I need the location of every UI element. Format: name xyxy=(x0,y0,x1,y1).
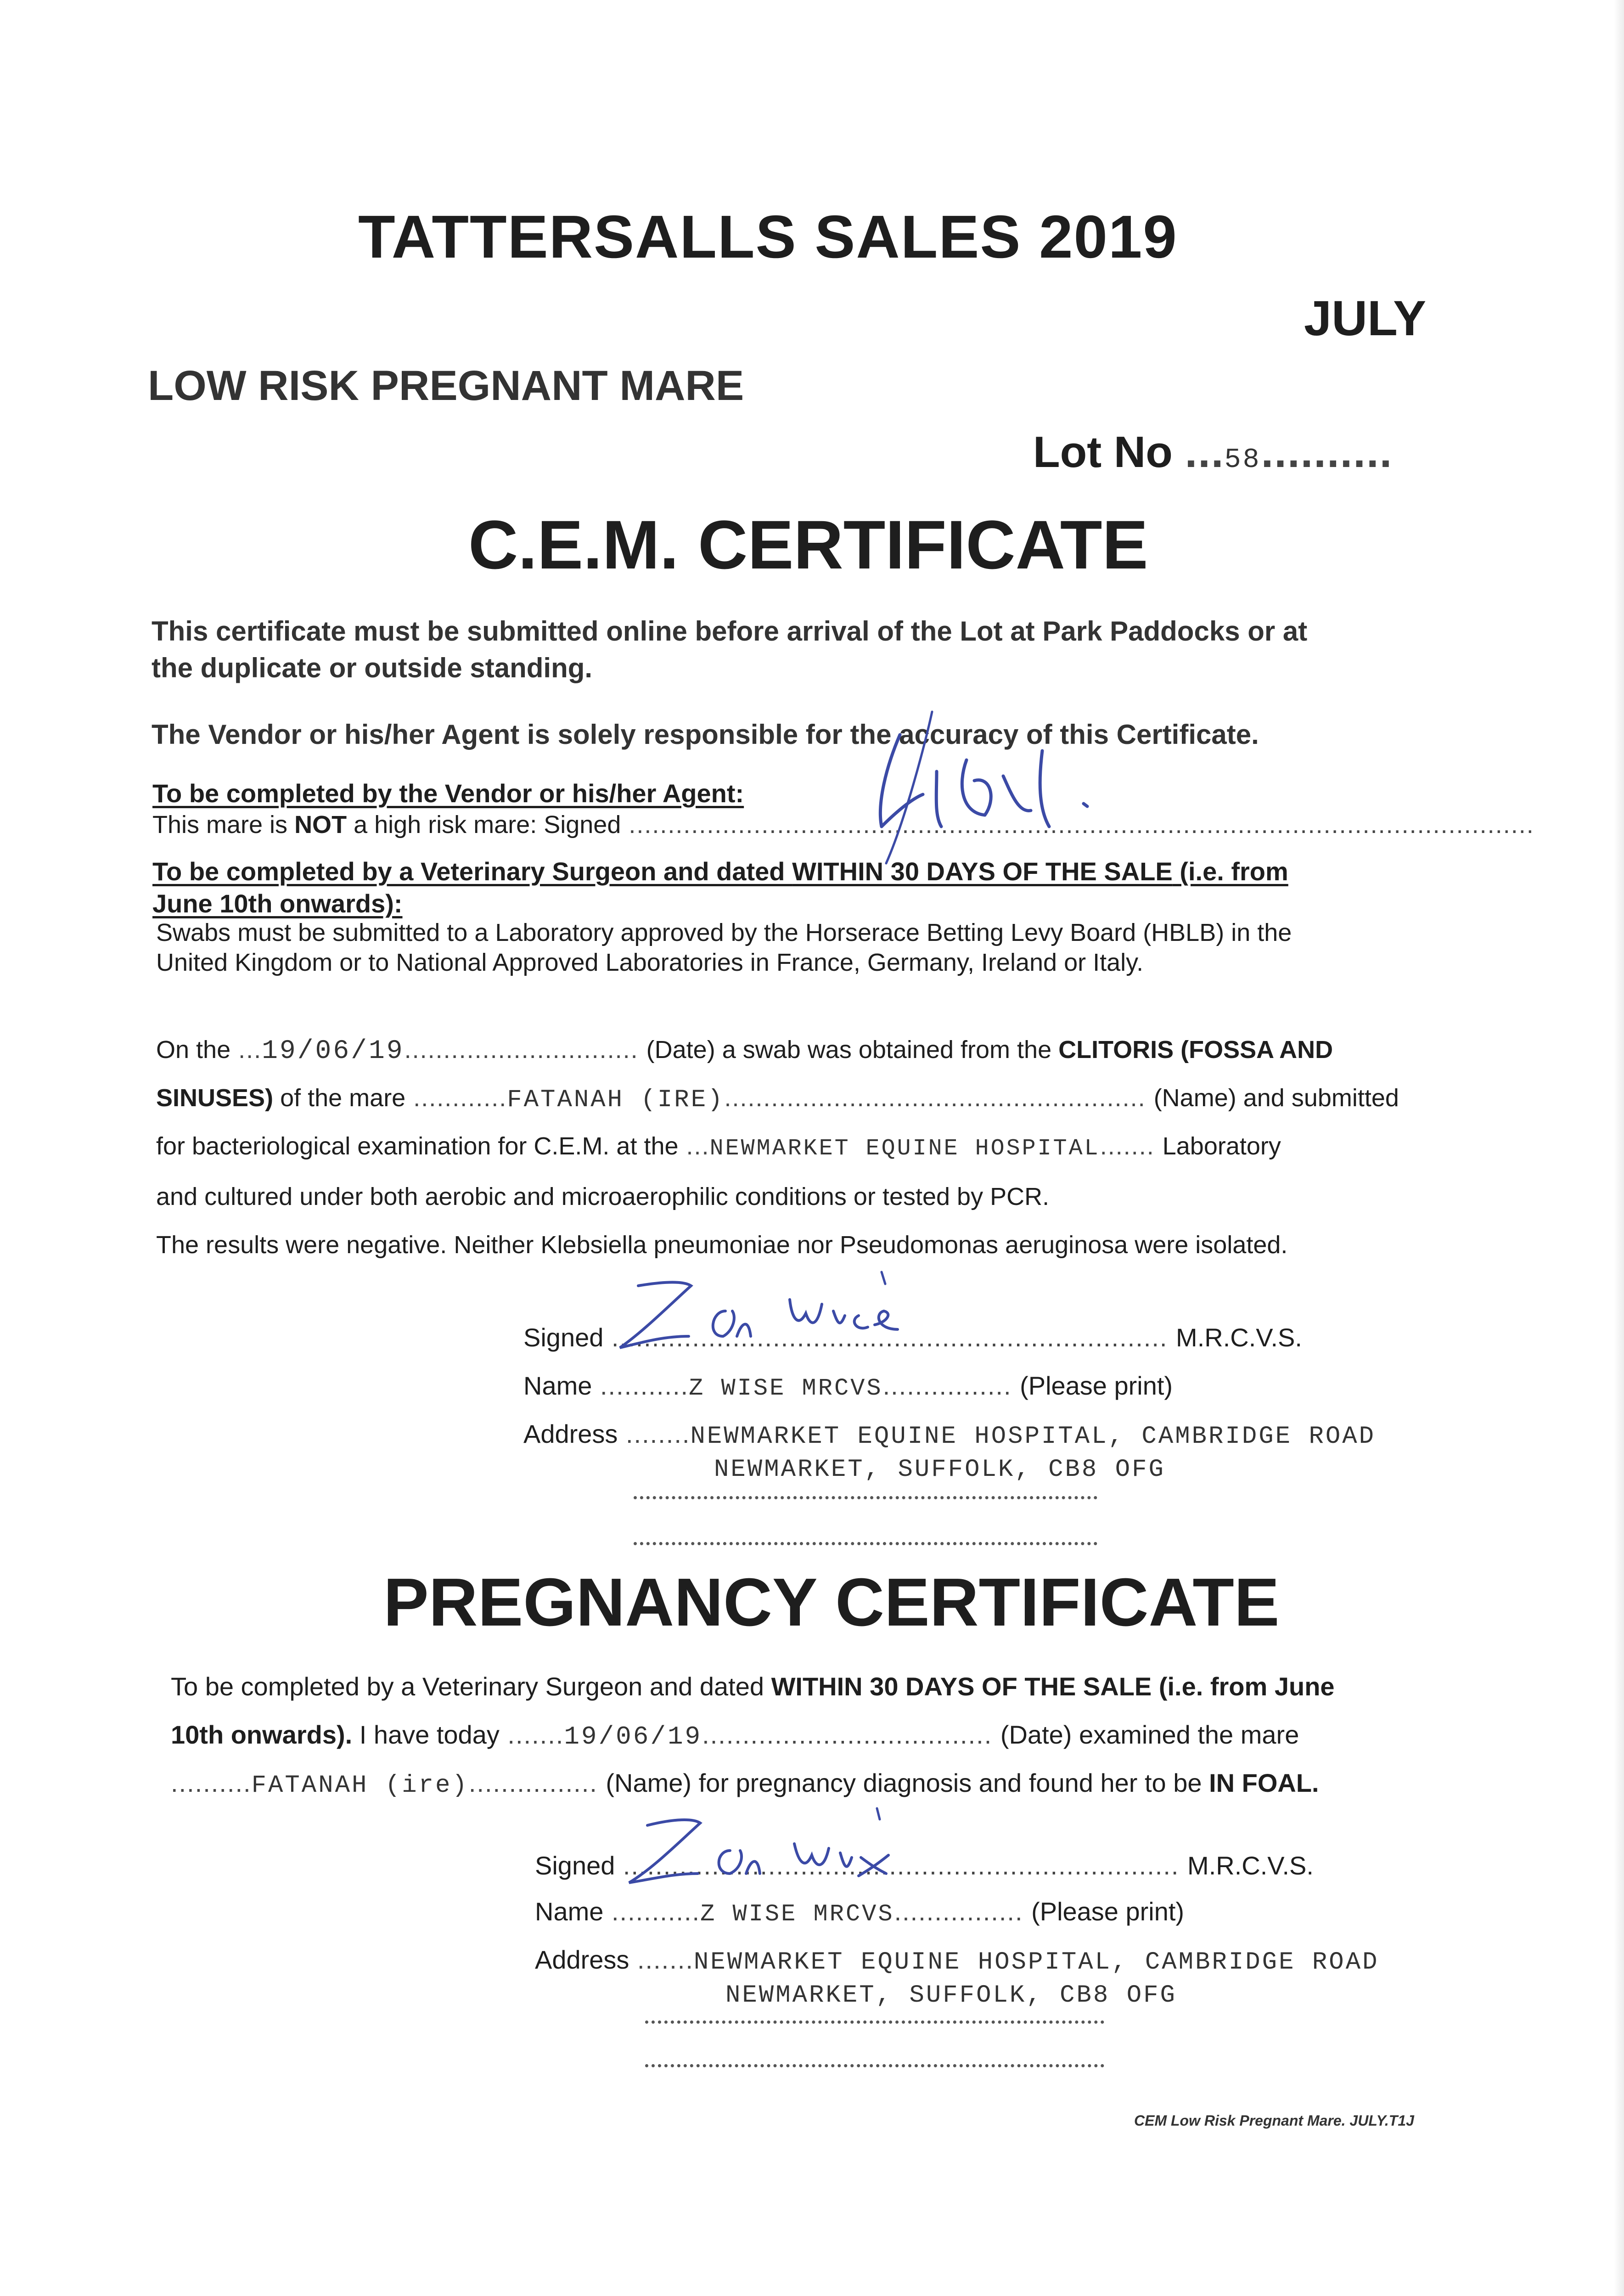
pregnancy-address-line2: NEWMARKET, SUFFOLK, CB8 OFG xyxy=(725,1981,1177,2009)
scan-edge-shadow xyxy=(1614,0,1624,2296)
cem-signed-line: Signed ..................................................................... M.R.C.V.S. xyxy=(523,1323,1302,1352)
form-reference: CEM Low Risk Pregnant Mare. JULY.T1J xyxy=(1134,2112,1414,2129)
cem-name-line: Name ...........Z WISE MRCVS................ (Please print) xyxy=(523,1371,1173,1402)
swab-results: The results were negative. Neither Klebsiella pneumoniae nor Pseudomonas aeruginosa were isolated. xyxy=(156,1231,1288,1259)
culture-conditions: and cultured under both aerobic and microaerophilic conditions or tested by PCR. xyxy=(156,1183,1050,1210)
vendor-signature xyxy=(868,716,1125,863)
cem-intro-line1: This certificate must be submitted online before arrival of the Lot at Park Paddocks or at xyxy=(152,616,1308,647)
vendor-statement: This mare is NOT a high risk mare: Signed .................................................................................................................... xyxy=(152,811,1534,838)
pregnancy-heading: PREGNANCY CERTIFICATE xyxy=(383,1564,1280,1640)
cem-address-blank-line2 xyxy=(634,1542,1097,1545)
lot-number-field: Lot No ...58.......... xyxy=(1033,428,1393,477)
swab-date-value: 19/06/19 xyxy=(262,1036,405,1066)
vet-section-heading-cont: June 10th onwards): xyxy=(152,889,403,918)
vendor-responsibility-note: The Vendor or his/her Agent is solely responsible for the accuracy of this Certificate. xyxy=(152,719,1259,750)
laboratory-line: for bacteriological examination for C.E.M. at the ...NEWMARKET EQUINE HOSPITAL....... Laboratory xyxy=(156,1132,1281,1162)
cem-vet-name: Z WISE MRCVS xyxy=(689,1375,883,1402)
lot-label: Lot No xyxy=(1033,428,1173,477)
laboratory-name: NEWMARKET EQUINE HOSPITAL xyxy=(709,1136,1100,1162)
cem-address-blank-line1 xyxy=(634,1496,1097,1499)
cem-address-line: Address ........NEWMARKET EQUINE HOSPITAL, CAMBRIDGE ROAD xyxy=(523,1419,1376,1451)
pregnancy-address-line: Address .......NEWMARKET EQUINE HOSPITAL, CAMBRIDGE ROAD xyxy=(535,1945,1379,1976)
swab-date-line: On the ...19/06/19.............................. (Date) a swab was obtained from the CLITORIS (FOSSA AND xyxy=(156,1036,1333,1066)
pregnancy-vet-name: Z WISE MRCVS xyxy=(700,1901,894,1928)
cem-intro-line2: the duplicate or outside standing. xyxy=(152,653,593,683)
cem-vet-signature xyxy=(611,1267,923,1359)
vet-section-heading: To be completed by a Veterinary Surgeon and dated WITHIN 30 DAYS OF THE SALE (i.e. from xyxy=(152,857,1288,886)
pregnancy-name-line: Name ...........Z WISE MRCVS................ (Please print) xyxy=(535,1897,1185,1928)
pregnancy-address-line1: NEWMARKET EQUINE HOSPITAL, CAMBRIDGE ROAD xyxy=(693,1948,1379,1976)
swab-requirement-line1: Swabs must be submitted to a Laboratory approved by the Horserace Betting Levy Board (HBLB) in the xyxy=(156,919,1292,946)
pregnancy-date-value: 19/06/19 xyxy=(564,1722,702,1751)
cem-mare-name: FATANAH (IRE) xyxy=(507,1086,725,1114)
vendor-section-heading: To be completed by the Vendor or his/her Agent: xyxy=(152,779,744,808)
pregnancy-address-blank-line1 xyxy=(645,2020,1104,2024)
pregnancy-vet-signature xyxy=(620,1800,914,1892)
cem-address-line1: NEWMARKET EQUINE HOSPITAL, CAMBRIDGE ROAD xyxy=(690,1423,1376,1451)
mare-category: LOW RISK PREGNANT MARE xyxy=(148,362,744,409)
cem-heading: C.E.M. CERTIFICATE xyxy=(468,506,1148,583)
mare-name-line: SINUSES) of the mare ............FATANAH (IRE)...................................................... (Name) and submitted xyxy=(156,1084,1399,1114)
document-title: TATTERSALLS SALES 2019 xyxy=(358,203,1178,270)
cem-address-line2: NEWMARKET, SUFFOLK, CB8 OFG xyxy=(714,1456,1165,1484)
pregnancy-line3: ..........FATANAH (ire)................ (Name) for pregnancy diagnosis and found her to be IN FOAL. xyxy=(171,1768,1319,1800)
pregnancy-line2: 10th onwards). I have today .......19/06/19.................................... (Date) examined the mare xyxy=(171,1720,1299,1751)
pregnancy-signed-line: Signed ..................................................................... M.R.C.V.S. xyxy=(535,1851,1314,1880)
pregnancy-line1: To be completed by a Veterinary Surgeon and dated WITHIN 30 DAYS OF THE SALE (i.e. from June xyxy=(171,1672,1335,1701)
pregnancy-mare-name: FATANAH (ire) xyxy=(251,1772,469,1800)
lot-number-value: 58 xyxy=(1224,445,1261,476)
sale-month: JULY xyxy=(1304,290,1427,346)
swab-requirement-line2: United Kingdom or to National Approved Laboratories in France, Germany, Ireland or Italy. xyxy=(156,949,1144,976)
pregnancy-address-blank-line2 xyxy=(645,2064,1104,2067)
